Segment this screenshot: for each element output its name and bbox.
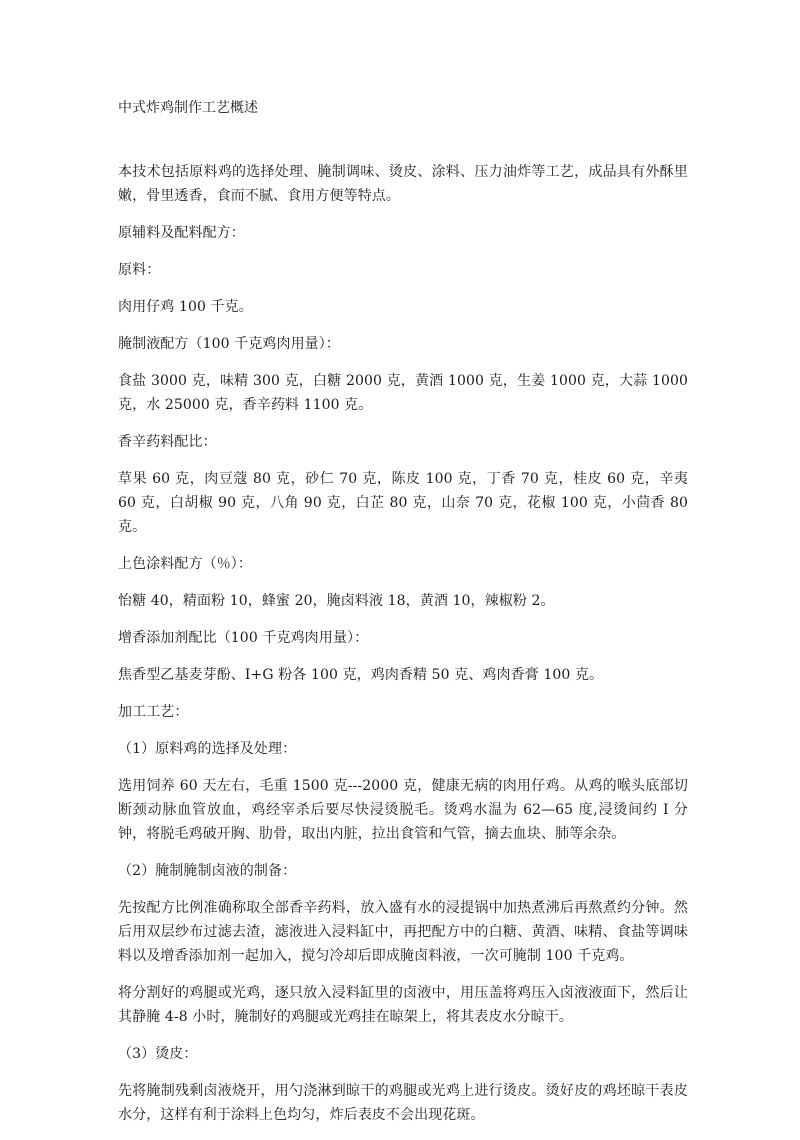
subheading-spices: 香辛药料配比：	[118, 434, 217, 450]
raw-materials-paragraph: 肉用仔鸡 100 千克。	[118, 299, 253, 315]
coating-paragraph: 怡糖 40，精面粉 10，蜂蜜 20，腌卤料液 18，黄酒 10，辣椒粉 2。	[118, 593, 555, 609]
section-heading-process: 加工工艺：	[118, 704, 189, 720]
subheading-raw-materials: 原料：	[118, 262, 161, 278]
marinade-paragraph: 食盐 3000 克，味精 300 克，白糖 2000 克，黄酒 1000 克，生姜 1000 克，大蒜 1000 克，水 25000 克，香辛药料 1100 克。	[118, 373, 688, 413]
document-title: 中式炸鸡制作工艺概述	[118, 100, 258, 116]
intro-paragraph: 本技术包括原料鸡的选择处理、腌制调味、烫皮、涂料、压力油炸等工艺，成品具有外酥里嫩，骨里透香，食而不腻、食用方便等特点。	[118, 164, 688, 204]
section-heading-materials: 原辅料及配料配方：	[118, 225, 245, 241]
document-body	[118, 160, 688, 1140]
subheading-coating: 上色涂料配方（％）：	[118, 556, 252, 572]
step-2-heading: （2）腌制腌制卤液的制备：	[118, 863, 297, 879]
subheading-marinade: 腌制液配方（100 千克鸡肉用量）：	[118, 336, 340, 352]
step-1-heading: （1）原料鸡的选择及处理：	[118, 741, 297, 757]
step-2-paragraph: 先按配方比例准确称取全部香辛药料，放入盛有水的浸提锅中加热煮沸后再熬煮约分钟。然后用双层纱布过滤去渣，滤液进入浸料缸中，再把配方中的白糖、黄酒、味精、食盐等调味料以及增香添加剂一起加入，搅匀冷却后即成腌卤料液，一次可腌制 100 千克鸡。	[118, 900, 688, 964]
subheading-additives: 增香添加剂配比（100 千克鸡肉用量）：	[118, 630, 369, 646]
step-3-heading: （3）烫皮：	[118, 1046, 198, 1062]
step-2-paragraph-continued: 将分割好的鸡腿或光鸡，逐只放入浸料缸里的卤液中，用压盖将鸡压入卤液液面下，然后让其静腌 4-8 小时，腌制好的鸡腿或光鸡挂在晾架上，将其表皮水分晾干。	[118, 985, 688, 1025]
step-1-paragraph: 选用饲养 60 天左右，毛重 1500 克---2000 克，健康无病的肉用仔鸡。从鸡的喉头底部切断颈动脉血管放血，鸡经宰杀后要尽快浸烫脱毛。烫鸡水温为 62—65 度,浸烫间约 I 分钟，将脱毛鸡破开胸、肋骨，取出内脏，拉出食管和气管，摘去血块、肺等余杂。	[118, 778, 688, 842]
step-3-paragraph: 先将腌制残剩卤液烧开，用勺浇淋到晾干的鸡腿或光鸡上进行烫皮。烫好皮的鸡坯晾干表皮水分，这样有利于涂料上色均匀，炸后表皮不会出现花斑。	[118, 1083, 688, 1123]
spices-paragraph: 草果 60 克，肉豆蔻 80 克，砂仁 70 克，陈皮 100 克，丁香 70 克，桂皮 60 克，辛夷 60 克，白胡椒 90 克，八角 90 克，白芷 80 克，山奈 70 克，花椒 100 克，小茴香 80 克。	[118, 471, 688, 535]
additives-paragraph: 焦香型乙基麦芽酚、I+G 粉各 100 克，鸡肉香精 50 克、鸡肉香膏 100 克。	[118, 667, 604, 683]
